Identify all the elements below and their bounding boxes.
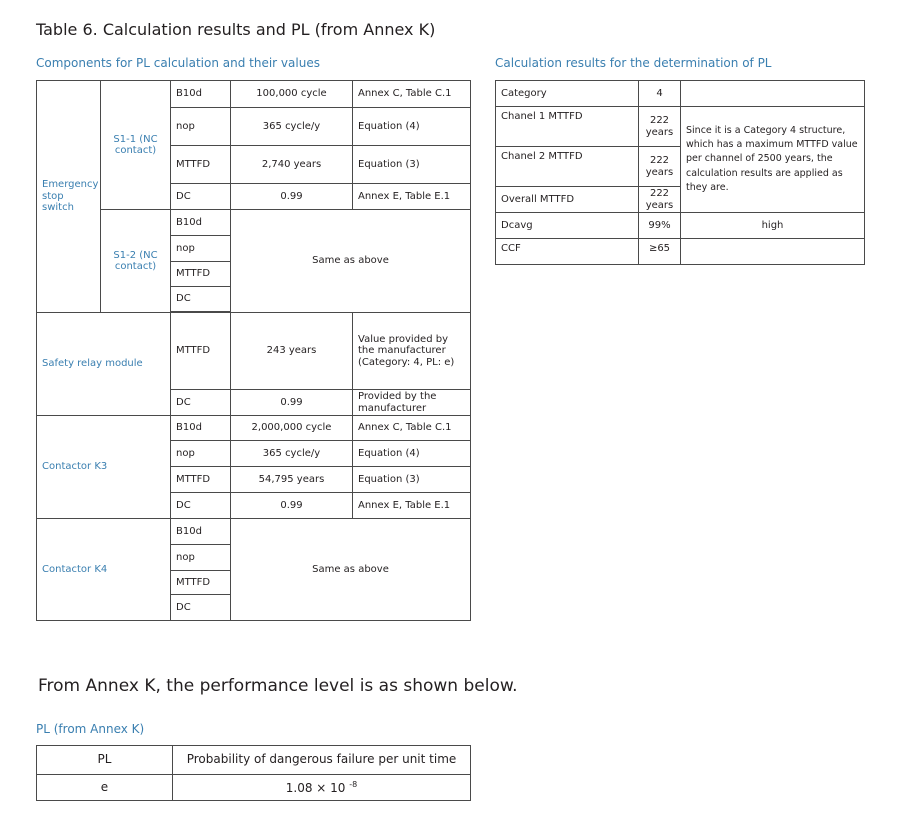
param-b10d: B10d: [171, 519, 231, 545]
left-subtitle: Components for PL calculation and their values: [36, 56, 320, 70]
annex-sentence: From Annex K, the performance level is as shown below.: [38, 676, 518, 696]
param-b10d: B10d: [171, 416, 231, 441]
right-subtitle: Calculation results for the determination of PL: [495, 56, 772, 70]
source-cell: Value provided by the manufacturer (Category: 4, PL: e): [353, 313, 471, 390]
source-cell: Equation (4): [353, 441, 471, 467]
value-cell: 2,740 years: [231, 146, 353, 184]
param-dc: DC: [171, 184, 231, 210]
param-dc: DC: [171, 390, 231, 416]
param-nop: nop: [171, 236, 231, 262]
dcavg-value: 99%: [639, 213, 681, 239]
ccf-value: ≥65: [639, 239, 681, 265]
value-cell: 365 cycle/y: [231, 441, 353, 467]
component-s11: S1-1 (NC contact): [101, 81, 171, 210]
source-cell: Provided by the manufacturer: [353, 390, 471, 416]
source-cell: Equation (3): [353, 146, 471, 184]
pl-value: e: [37, 775, 173, 801]
source-cell: Annex C, Table C.1: [353, 81, 471, 108]
probability-value: [173, 775, 471, 801]
same-as-above: Same as above: [231, 519, 471, 621]
source-cell: Annex C, Table C.1: [353, 416, 471, 441]
source-cell: Annex E, Table E.1: [353, 184, 471, 210]
param-nop: nop: [171, 441, 231, 467]
empty-cell: [681, 239, 865, 265]
overall-value: 222 years: [639, 187, 681, 213]
probability-exponent: -8: [349, 779, 358, 789]
page-title: Table 6. Calculation results and PL (from Annex K): [36, 20, 436, 39]
param-dc: DC: [171, 493, 231, 519]
param-dc: DC: [171, 287, 231, 312]
results-table: [495, 80, 865, 265]
pl-table: [36, 745, 471, 801]
category-value: 4: [639, 81, 681, 107]
overall-label: Overall MTTFD: [496, 187, 639, 213]
value-cell: 100,000 cycle: [231, 81, 353, 108]
param-mttfd: MTTFD: [171, 313, 231, 390]
param-mttfd: MTTFD: [171, 262, 231, 287]
component-k4: Contactor K4: [37, 519, 171, 621]
probability-col-header: Probability of dangerous failure per unit time: [173, 746, 471, 775]
results-note: Since it is a Category 4 structure, which has a maximum MTTFD value per channel of 2500 years, the calculation results are applied as they are.: [681, 107, 865, 213]
value-cell: 0.99: [231, 493, 353, 519]
ccf-label: CCF: [496, 239, 639, 265]
component-s12: S1-2 (NC contact): [101, 210, 171, 313]
ch1-value: 222 years: [639, 107, 681, 147]
param-nop: nop: [171, 545, 231, 571]
empty-cell: [681, 81, 865, 107]
value-cell: 54,795 years: [231, 467, 353, 493]
source-cell: Annex E, Table E.1: [353, 493, 471, 519]
same-as-above: Same as above: [231, 210, 471, 313]
param-b10d: B10d: [171, 81, 231, 108]
value-cell: 0.99: [231, 390, 353, 416]
category-label: Category: [496, 81, 639, 107]
components-table: [36, 80, 471, 621]
pl-col-header: PL: [37, 746, 173, 775]
pl-subtitle: PL (from Annex K): [36, 722, 145, 736]
param-dc: DC: [171, 595, 231, 621]
param-mttfd: MTTFD: [171, 467, 231, 493]
param-nop: nop: [171, 108, 231, 146]
source-cell: Equation (4): [353, 108, 471, 146]
component-estop: Emergency stop switch: [37, 81, 101, 313]
value-cell: 243 years: [231, 313, 353, 390]
value-cell: 365 cycle/y: [231, 108, 353, 146]
value-cell: 0.99: [231, 184, 353, 210]
probability-mantissa: 1.08 × 10: [285, 780, 346, 795]
dcavg-level: high: [681, 213, 865, 239]
source-cell: Equation (3): [353, 467, 471, 493]
value-cell: 2,000,000 cycle: [231, 416, 353, 441]
param-mttfd: MTTFD: [171, 146, 231, 184]
dcavg-label: Dcavg: [496, 213, 639, 239]
ch2-label: Chanel 2 MTTFD: [496, 147, 639, 187]
component-relay: Safety relay module: [37, 313, 171, 416]
param-mttfd: MTTFD: [171, 571, 231, 595]
component-k3: Contactor K3: [37, 416, 171, 519]
ch2-value: 222 years: [639, 147, 681, 187]
param-b10d: B10d: [171, 210, 231, 236]
ch1-label: Chanel 1 MTTFD: [496, 107, 639, 147]
